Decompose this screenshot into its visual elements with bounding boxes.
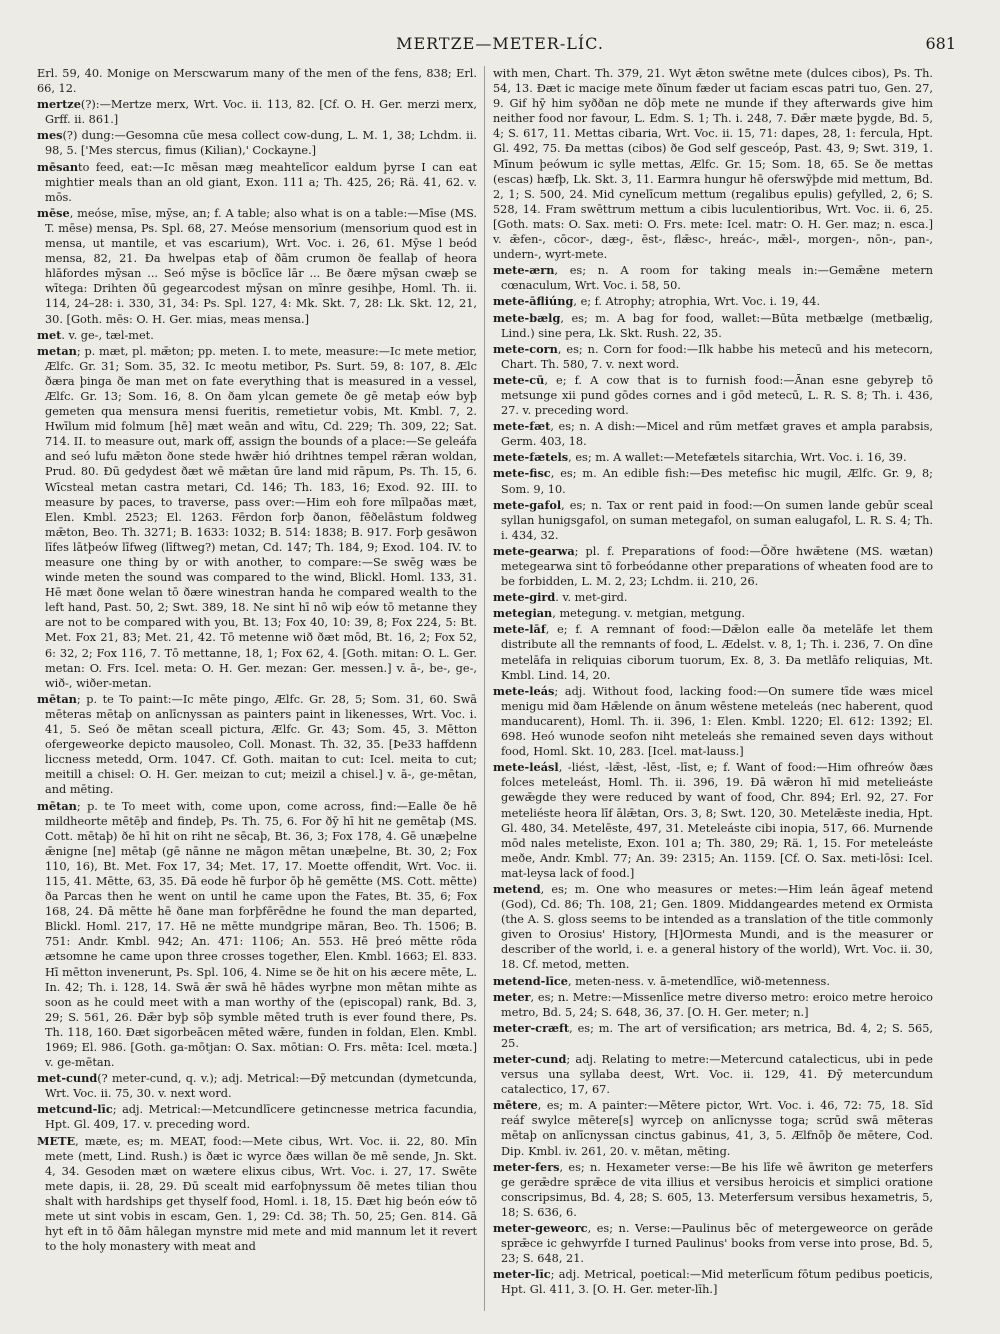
dictionary-entry xyxy=(493,1160,933,1220)
entry-headword: metegian xyxy=(493,606,553,621)
dictionary-entry xyxy=(493,882,933,973)
dictionary-entry xyxy=(493,311,933,341)
dictionary-entry xyxy=(37,1102,477,1132)
entry-definition: , mæte, es; m. MEAT, food:—Mete cibus, Wrt. Voc. ii. 22, 80. Mīn mete (mett, Lind. Rush.) is ðæt ic wyrce ðæs willan ðe mē sende, Jn. Skt. 4, 34. Gesoden mæt on wætere elixus cibus, Wrt. Voc. i. 27, 17. Swēte mete dapis, ii. 28, 29. Ðū scealt mid earfoþnyssum ðē metes tilian thou shalt with hardships get thyself food, Homl. i. 18, 15. Ðæt hig beón eów tō mete ut sint vobis in escam, Gen. 1, 29: Cd. 38; Th. 50, 25; Gen. 814. Gā hyt eft in tō ðām hālegan mynstre mid mete and mid mannum let it revert to the holy monastery with meat and xyxy=(45,1134,477,1254)
dictionary-entry xyxy=(37,128,477,158)
entry-headword: mertze xyxy=(37,97,81,112)
dictionary-entry xyxy=(493,66,933,262)
entry-definition: , es; n. Verse:—Paulinus bēc of metergeweorce on gerāde sprǣce ic gehwyrfde I turned Paulinus' books from verse into prose, Bd. 5, 23; S. 648, 21. xyxy=(501,1222,933,1266)
entry-definition: , e; f. A cow that is to furnish food:—Ānan esne gebyreþ tō metsunge xii pund gōdes cornes and i gōd metecū, L. R. S. 8; Th. i. 436, 27. v. preceding word. xyxy=(501,373,933,418)
dictionary-entry xyxy=(493,990,933,1020)
entry-definition: , es; m. A bag for food, wallet:—Būta metbælge (metbælig, Lind.) sine pera, Lk. Skt. Rush. 22, 35. xyxy=(501,311,933,340)
entry-headword: mētan xyxy=(37,691,77,706)
entry-headword: meter-geweorc xyxy=(493,1221,588,1236)
entry-headword: mete-lāf xyxy=(493,622,546,637)
dictionary-entry xyxy=(493,466,933,496)
dictionary-entry xyxy=(37,692,477,798)
entry-headword: mete-leás xyxy=(493,683,555,698)
entry-headword: mete-gafol xyxy=(493,497,562,512)
entry-headword: meter-cund xyxy=(493,1052,567,1066)
dictionary-entry xyxy=(493,1221,933,1266)
entry-headword: mete-fisc xyxy=(493,466,551,481)
dictionary-entry xyxy=(37,1071,477,1101)
dictionary-entry xyxy=(493,263,933,293)
entry-definition: ; adj. Relating to metre:—Metercund catalecticus, ubi in pede versus una syllaba deest, Wrt. Voc. ii. 129, 41. Ðȳ metercundum catalectico, 17, 67. xyxy=(501,1053,933,1097)
entry-headword: mete-gird xyxy=(493,590,556,605)
entry-headword: metend xyxy=(493,881,541,896)
dictionary-entry xyxy=(493,1021,933,1051)
dictionary-entry xyxy=(493,294,933,309)
entry-definition: ; p. mæt, pl. mǣton; pp. meten. I. to mete, measure:—Ic mete metior, Ælfc. Gr. 31; Som. 35, 32. Ic meotu metibor, Ps. Surt. 59, 8: 107, 8. Ælc ðæra þinga ðe man met on fate everything that is measured in a vessel, Ælfc. Gr. 13; Som. 16, 8. On ðam ylcan gemete ðe gē metaþ eów byþ gemeten qua mensura mensi fueritis, remetietur vobis, Mt. Kmbl. 7, 2. Hwīlum mid folmum [hē] mæt weān and wītu, Cd. 229; Th. 309, 22; Sat. 714. II. to measure out, mark off, assign the bounds of a place:—Se geleáfa and seó lufu mǣton ðone stede hwǣr hió drihtnes tempel rǣran woldan, Prud. 80. Ðū gedydest ðæt wē mǣtan ūre land mid rāpum, Ps. Th. 15, 6. Wīcsteal metan castra metari, Cd. 146; Th. 183, 16; Exod. 92. III. to measure by paces, to traverse, pass over:—Him eoh fore mīlpaðas mæt, Elen. Kmbl. 2523; El. 1263. Fērdon forþ ðanon, fēðelāstum foldweg mǣton, Beo. Th. 3271; B. 1633: 1032; B. 514: 1838; B. 917. Forþ gesāwon līfes lātþeów līfweg (līftweg?) metan, Cd. 147; Th. 184, 9; Exod. 104. IV. to measure one thing by or with another, to compare:—Se swēg wæs be winde meten the sound was compared to the wind, Blickl. Homl. 133, 31. Hē mæt ðone welan tō ðære winestran handa he compared wealth to the left hand, Past. 50, 2; Swt. 389, 18. Ne sint hī nō wiþ eów tō metanne they are not to be compared with you, Bt. 13; Fox 40, 10: 39, 8; Fox 224, 5: Bt. Met. Fox 21, 83; Met. 21, 42. Tō metenne wið ðæt mōd, Bt. 16, 2; Fox 52, 6: 32, 2; Fox 116, 7. Tō mettanne, 18, 1; Fox 62, 4. [Goth. mitan: O. L. Ger. metan: O. Frs. Icel. meta: O. H. Ger. mezan: Ger. messen.] v. ā-, be-, ge-, wið-, wiðer-metan. xyxy=(45,344,477,690)
entry-headword: METE xyxy=(37,1133,76,1148)
entry-headword: meter-cræft xyxy=(493,1020,570,1035)
dictionary-entry xyxy=(37,66,477,96)
entry-headword: metan xyxy=(37,343,77,358)
entry-headword: mete-fæt xyxy=(493,419,551,434)
dictionary-entry xyxy=(493,498,933,543)
dictionary-entry xyxy=(493,373,933,418)
dictionary-entry xyxy=(493,590,933,605)
entry-definition: , es; n. Metre:—Missenlīce metre diverso metro: eroico metre heroico metro, Bd. 5, 24; S. 648, 36, 37. [O. H. Ger. meter; n.] xyxy=(501,990,933,1019)
entry-definition: ; adj. Without food, lacking food:—On sumere tīde wæs micel menigu mid ðam Hǣlende on ānum wēstene meteleás (nec haberent, quod manducarent), Homl. Th. ii. 396, 1: Elen. Kmbl. 1220; El. 612: 1392; El. 698. Heó wunode seofon niht meteleás she remained seven days without food, Homl. Skt. 10, 283. [Icel. mat-lauss.] xyxy=(501,684,933,759)
entry-headword: mētere xyxy=(493,1098,538,1113)
running-head: MERTZE—METER-LÍC. xyxy=(396,34,604,53)
page-header xyxy=(0,34,1000,56)
entry-headword: mete-ærn xyxy=(493,263,555,278)
entry-headword: mete-bælg xyxy=(493,310,561,325)
dictionary-entry xyxy=(493,544,933,589)
entry-headword: mēsan xyxy=(37,159,79,174)
entry-definition: , es; n. Hexameter verse:—Be his līfe wē āwriton ge meterfers ge gerǣdre sprǣce de vita illius et versibus heroicis et simplici oratione conscripsimus, Bd. 4, 28; S. 605, 13. Meterfersum versibus hexametris, 5, 18; S. 636, 6. xyxy=(501,1160,933,1219)
dictionary-entry xyxy=(37,344,477,691)
dictionary-entry xyxy=(493,684,933,759)
dictionary-entry xyxy=(493,342,933,372)
dictionary-entry xyxy=(493,1052,933,1097)
column-divider xyxy=(484,66,485,1311)
entry-headword: mes xyxy=(37,128,63,143)
entry-headword: meter xyxy=(493,989,531,1004)
entry-definition: , es; m. The art of versification; ars metrica, Bd. 4, 2; S. 565, 25. xyxy=(501,1021,933,1050)
dictionary-entry xyxy=(37,97,477,127)
entry-definition: to feed, eat:—Ic mēsan mæg meahtelīcor ealdum þyrse I can eat mightier meals than an old giant, Exon. 111 a; Th. 425, 26; Rä. 41, 62. v. mōs. xyxy=(45,160,477,204)
page-number: 681 xyxy=(925,34,956,53)
dictionary-entry xyxy=(37,328,477,343)
entry-definition: . v. met-gird. xyxy=(555,591,628,605)
dictionary-entry xyxy=(493,622,933,682)
entry-headword: mete-gearwa xyxy=(493,543,575,558)
entry-definition: , es; n. Corn for food:—Ilk habbe his metecū and his metecorn, Chart. Th. 580, 7. v. next word. xyxy=(501,342,933,371)
entry-definition: ; adj. Metrical:—Metcundlīcere getincnesse metrica facundia, Hpt. Gl. 409, 17. v. preceding word. xyxy=(45,1103,477,1132)
entry-headword: met xyxy=(37,327,62,342)
dictionary-entry xyxy=(37,799,477,1071)
entry-definition: , es; m. An edible fish:—Ðes metefisc hic mugil, Ælfc. Gr. 9, 8; Som. 9, 10. xyxy=(501,467,933,496)
dictionary-entry xyxy=(493,606,933,621)
dictionary-entry xyxy=(493,760,933,881)
entry-definition: , e; f. Atrophy; atrophia, Wrt. Voc. i. 19, 44. xyxy=(573,295,821,309)
entry-headword: metend-līce xyxy=(493,973,568,988)
dictionary-entry xyxy=(493,974,933,989)
entry-definition: , es; n. A room for taking meals in:—Gemǣne metern cœnaculum, Wrt. Voc. i. 58, 50. xyxy=(501,264,933,293)
entry-definition: . v. ge-, tæl-met. xyxy=(61,328,154,342)
entry-definition: ; adj. Metrical, poetical:—Mid meterlīcum fōtum pedibus poeticis, Hpt. Gl. 411, 3. [O. H. Ger. meter-līh.] xyxy=(501,1268,933,1297)
entry-definition: , -liést, -lǣst, -lēst, -līst, e; f. Want of food:—Him ofhreów ðæs folces meteleást, Homl. Th. ii. 396, 19. Ðā wǣron hī mid metelieáste gewǣgde they were reduced by want of food, Chr. 894; Erl. 92, 27. For meteliéste heora līf ālǣtan, Ors. 3, 8; Swt. 120, 30. Metelǣste inedia, Hpt. Gl. 480, 34. Metelēste, 497, 31. Meteleáste cibi inopia, 517, 66. Murnende mōd nales meteliste, Exon. 101 a; Th. 380, 29; Rä. 1, 15. For meteleáste meðe, Andr. Kmbl. 77; An. 39: 2315; An. 1159. [Cf. O. Sax. meti-lōsi: Icel. mat-leysa lack of food.] xyxy=(501,761,933,880)
dictionary-entry xyxy=(493,450,933,465)
entry-definition: , e; f. A remnant of food:—Dǣlon ealle ða metelāfe let them distribute all the remnants of food, L. Ædelst. v. 8, 1; Th. i. 236, 7. On dīne metelāfa in reliquias ciborum tuorum, Ex. 8, 3. Ða metlāfo reliquias, Mt. Kmbl. Lind. 14, 20. xyxy=(501,623,933,682)
entry-definition: ; pl. f. Preparations of food:—Ōðre hwǣtene (MS. wætan) metegearwa sint tō forbeódanne other preparations of wheaten food are to be forbidden, L. M. 2, 23; Lchdm. ii. 210, 26. xyxy=(501,544,933,589)
entry-definition: Erl. 59, 40. Monige on Merscwarum many of the men of the fens, 838; Erl. 66, 12. xyxy=(37,67,477,96)
dictionary-entry xyxy=(493,1098,933,1158)
dictionary-entry xyxy=(493,419,933,449)
dictionary-entry xyxy=(37,1134,477,1255)
entry-definition: , es; m. A wallet:—Metefætels sitarchia, Wrt. Voc. i. 16, 39. xyxy=(568,451,907,465)
entry-definition: (?):—Mertze merx, Wrt. Voc. ii. 113, 82. [Cf. O. H. Ger. merzi merx, Grff. ii. 861.] xyxy=(45,98,477,127)
entry-headword: mete-fætels xyxy=(493,450,569,465)
entry-definition: , metegung. v. metgian, metgung. xyxy=(552,607,746,621)
right-column xyxy=(493,66,933,1321)
entry-definition: ; p. te To meet with, come upon, come across, find:—Ealle ðe hē mildheorte mētēþ and findeþ, Ps. Th. 75, 6. For ðȳ hī hit ne gemētaþ (MS. Cott. mētaþ) ðe hī hit on riht ne sēcaþ, Bt. 36, 3; Fox 178, 4. Gē unæþelne ǣnigne [ne] mētaþ (gē nānne ne māgon mētan unæþelne, Bt. 30, 2; Fox 110, 16), Bt. Met. Fox 17, 34; Met. 17, 17. Moette offendit, Wrt. Voc. ii. 115, 41. Mētte, 63, 35. Ðā eode hē furþor ōþ hē gemētte (MS. Cott. mētte) ða Parcas then he went on until he came upon the Fates, Bt. 35, 6; Fox 168, 24. Ðā mētte hē ðane man forþfērēdne he found the man departed, Blickl. Homl. 217, 17. Hē ne mētte mundgripe māran, Beo. Th. 1506; B. 751: Andr. Kmbl. 942; An. 471: 1106; An. 553. Hē þreó mētte rōda ætsomne he came upon three crosses together, Elen. Kmbl. 1663; El. 833. Hī mētton invenerunt, Ps. Spl. 106, 4. Nime se ðe hit on his æcere mēte, L. In. 42; Th. i. 128, 14. Swā ǣr swā hē hādes wyrþne mon mētan mihte as soon as he could meet with a man worthy of the (episcopal) rank, Bd. 3, 29; S. 561, 26. Ðǣr byþ sōþ symble mēted truth is ever found there, Ps. Th. 118, 160. Ðæt sigorbeācen mēted wǣre, funden in foldan, Elen. Kmbl. 1969; El. 986. [Goth. ga-mōtjan: O. Sax. mōtian: O. Frs. mēta: Icel. mœta.] v. ge-mētan. xyxy=(45,799,477,1070)
entry-definition: (?) dung:—Gesomna cūe mesa collect cow-dung, L. M. 1, 38; Lchdm. ii. 98, 5. ['Mes stercus, fimus (Kilian),' Cockayne.] xyxy=(45,129,477,158)
entry-headword: mete-corn xyxy=(493,341,558,356)
entry-definition: , meten-ness. v. ā-metendlīce, wið-metenness. xyxy=(568,974,830,988)
entry-definition: , es; n. Tax or rent paid in food:—On sumen lande gebūr sceal syllan hunigsgafol, on suman metegafol, on suman ealugafol, L. R. S. 4; Th. i. 434, 32. xyxy=(501,498,933,542)
entry-headword: mēse xyxy=(37,205,70,220)
entry-headword: mētan xyxy=(37,798,77,813)
entry-headword: metcund-līc xyxy=(37,1102,113,1117)
entry-headword: mete-āfliúng xyxy=(493,294,574,309)
dictionary-entry xyxy=(37,160,477,205)
entry-definition: with men, Chart. Th. 379, 21. Wyt ǣton swētne mete (dulces cibos), Ps. Th. 54, 13. Ðæt ic macige mete ðīnum fæder ut faciam escas patri tuo, Gen. 27, 9. Gif hȳ him syððan ne dōþ mete ne munde if they afterwards give him neither food nor favour, L. Edm. S. 1; Th. i. 248, 7. Ðǣr mæte þygde, Bd. 5, 4; S. 617, 11. Mettas cibaria, Wrt. Voc. ii. 15, 71: dapes, 28, 1: fercula, Hpt. Gl. 492, 75. Ða mettas (cibos) ðe God self gesceóp, Past. 43, 9; Swt. 319, 1. Mīnum þeówum ic sylle mettas, Ælfc. Gr. 15; Som. 18, 65. Se ðe mettas (escas) hæfþ, Lk. Skt. 3, 11. Earmra hungur hē oferswȳþde mid mettum, Bd. 2, 1; S. 500, 24. Mid cynelīcum mettum (regalibus epulis) gefylled, 2, 6; S. 528, 14. Fram swēttrum mettum a cibis luculentioribus, Wrt. Voc. ii. 6, 25. [Goth. mats: O. Sax. meti: O. Frs. mete: Icel. matr: O. H. Ger. maz; n. esca.] v. ǣfen-, cōcor-, dæg-, ēst-, flǣsc-, hreác-, mǣl-, morgen-, nōn-, pan-, undern-, wyrt-mete. xyxy=(493,67,933,262)
entry-headword: meter-fers xyxy=(493,1159,560,1174)
entry-definition: , es; n. A dish:—Micel and rūm metfæt graves et ampla parabsis, Germ. 403, 18. xyxy=(501,420,933,449)
entry-definition: (? meter-cund, q. v.); adj. Metrical:—Ðȳ metcundan (dymetcunda, Wrt. Voc. ii. 75, 30. v. next word. xyxy=(45,1072,477,1101)
dictionary-entry xyxy=(37,206,477,327)
entry-headword: met-cund xyxy=(37,1071,98,1086)
left-column xyxy=(37,66,477,1321)
entry-headword: mete-leásl xyxy=(493,760,559,775)
entry-headword: mete-cū xyxy=(493,372,545,387)
entry-definition: , meóse, mīse, mȳse, an; f. A table; also what is on a table:—Mīse (MS. T. mēse) mensa, Ps. Spl. 68, 27. Meóse mensorium (mensorium quod est in mensa, ut mantile, et vas escarium), Wrt. Voc. i. 26, 61. Mȳse l beód mensa, 82, 21. Ða hwelpas etaþ of ðām crumon ðe feallaþ of heora hlāfordes mȳsan ... Seó mȳse is bōclīce lār ... Be ðære mȳsan cwæþ se wītega: Drihten ðū gegearcodest mȳsan on mīnre gesihþe, Homl. Th. ii. 114, 24–28: i. 330, 31, 34: Ps. Spl. 127, 4: Mk. Skt. 7, 28: Lk. Skt. 12, 21, 30. [Goth. mēs: O. H. Ger. mias, meas mensa.] xyxy=(45,206,477,326)
dictionary-entry xyxy=(493,1267,933,1297)
entry-definition: , es; m. One who measures or metes:—Him leán āgeaf metend (God), Cd. 86; Th. 108, 21; Gen. 1809. Middangeardes metend ex Ormista (the A. S. gloss seems to be intended as a translation of the title commonly given to Orosius' History, [H]Ormesta Mundi, and is the measurer or describer of the world, i. e. a general history of the world), Wrt. Voc. ii. 30, 18. Cf. metod, metten. xyxy=(501,882,933,972)
entry-definition: ; p. te To paint:—Ic mēte pingo, Ælfc. Gr. 28, 5; Som. 31, 60. Swā mēteras mētaþ on anlīcnyssan as painters paint in likenesses, Wrt. Voc. i. 41, 5. Seó ðe mētan sceall pictura, Ælfc. Gr. 43; Som. 45, 3. Mētton ofergeweorke depicto mausoleo, Coll. Monast. Th. 32, 35. [Þe33 haffdenn liccness metedd, Orm. 1047. Cf. Goth. maitan to cut: Icel. meita to cut; meitill a chisel: O. H. Ger. meizan to cut; meizil a chisel.] v. ā-, ge-mētan, and mēting. xyxy=(45,692,477,797)
entry-headword: meter-līc xyxy=(493,1267,551,1282)
entry-definition: , es; m. A painter:—Mētere pictor, Wrt. Voc. i. 46, 72: 75, 18. Sīd reáf swylce mētere[s] wyrceþ on anlīcnysse toga; scrūd swā mēteras mētaþ on anlīcnyssan cinctus gabinus, 41, 3, 5. Ælfnōþ ðe mētere, Cod. Dip. Kmbl. iv. 261, 20. v. mētan, mēting. xyxy=(501,1099,933,1158)
